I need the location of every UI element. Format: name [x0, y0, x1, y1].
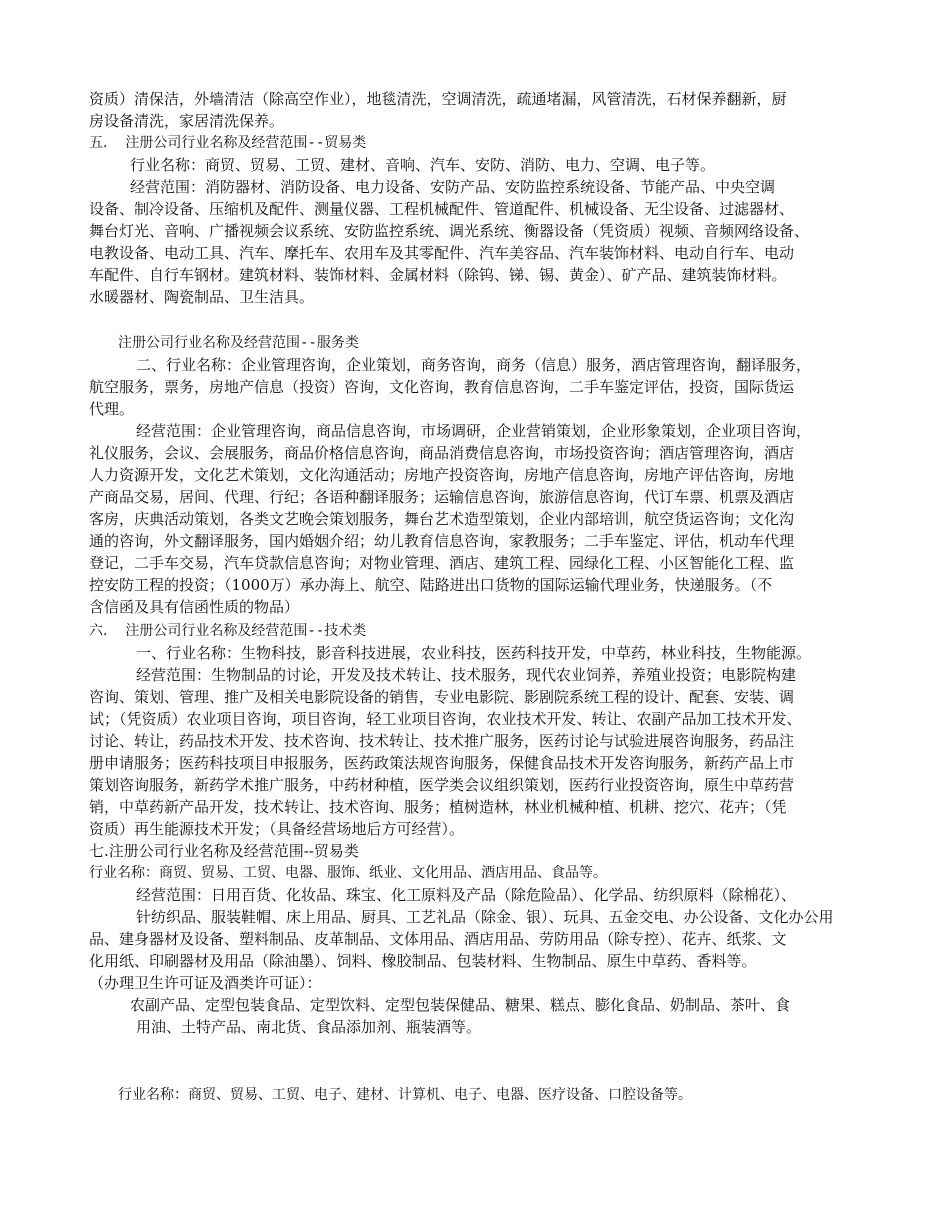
text-line: 经营范围：生物制品的讨论，开发及技术转让、技术服务，现代农业饲养，养殖业投资；电影院构建 — [136, 666, 797, 684]
section-heading: 五． 注册公司行业名称及经营范围--贸易类 — [89, 135, 367, 151]
text-line: 策划咨询服务，新药学术推广服务，中药材种植，医学类会议组织策划，医药行业投资咨询，原生中草药营 — [89, 776, 795, 794]
text-line: 品、建身器材及设备、塑料制品、皮革制品、文体用品、酒店用品、劳防用品（除专控）、花卉、纸浆、文 — [89, 930, 787, 948]
text-line: 代理。 — [89, 400, 135, 418]
text-line: 资质）清保洁，外墙清洁（除高空作业），地毯清洗，空调清洗，疏通堵漏，风管清洗，石材保养翻新，厨 — [89, 90, 787, 108]
text-line: 通的咨询，外文翻译服务，国内婚姻介绍；幼儿教育信息咨询，家教服务；二手车鉴定、评估，机动车代理 — [89, 532, 795, 550]
section-heading: 注册公司行业名称及经营范围--服务类 — [118, 335, 359, 351]
text-line: 车配件、自行车钢材。建筑材料、装饰材料、金属材料（除钨、锑、锡、黄金）、矿产品、建筑装饰材料。 — [89, 266, 787, 284]
text-line: 人力资源开发，文化艺术策划，文化沟通活动；房地产投资咨询，房地产信息咨询，房地产评估咨询，房地 — [89, 466, 795, 484]
text-line: 七.注册公司行业名称及经营范围--贸易类 — [89, 842, 359, 860]
text-line: 经营范围：消防器材、消防设备、电力设备、安防产品、安防监控系统设备、节能产品、中央空调 — [130, 178, 776, 196]
text-line: 经营范围：企业管理咨询，商品信息咨询，市场调研，企业营销策划，企业形象策划，企业项目咨询， — [136, 422, 812, 440]
text-line: 房设备清洗，家居清洗保养。 — [89, 112, 285, 130]
text-line: 航空服务，票务，房地产信息（投资）咨询，文化咨询，教育信息咨询，二手车鉴定评估，投资，国际货运 — [89, 378, 795, 396]
text-line: （办理卫生许可证及酒类许可证）： — [89, 974, 322, 992]
text-line: 销，中草药新产品开发，技术转让、技术咨询、服务；植树造林，林业机械种植、机耕、挖穴、花卉；（凭 — [89, 798, 787, 816]
text-line: 试；（凭资质）农业项目咨询，项目咨询，轻工业项目咨询，农业技术开发、转让、农副产品加工技术开发、 — [89, 710, 802, 728]
text-line: 登记，二手车交易，汽车贷款信息咨询；对物业管理、酒店、建筑工程、园绿化工程、小区智能化工程、监 — [89, 554, 795, 572]
section-heading: 行业名称：商贸、贸易、工贸、电器、服饰、纸业、文化用品、酒店用品、食品等。 — [89, 865, 607, 881]
text-line: 含信函及具有信函性质的物品） — [89, 598, 300, 616]
section-heading: 行业名称：商贸、贸易、工贸、电子、建材、计算机、电子、电器、医疗设备、口腔设备等。 — [118, 1087, 692, 1103]
text-line: 农副产品、定型包装食品、定型饮料、定型包装保健品、糖果、糕点、膨化食品、奶制品、茶叶、食 — [130, 996, 791, 1014]
text-line: 设备、制冷设备、压缩机及配件、测量仪器、工程机械配件、管道配件、机械设备、无尘设备、过滤器材、 — [89, 200, 795, 218]
text-line: 礼仪服务，会议、会展服务，商品价格信息咨询，商品消费信息咨询，市场投资咨询；酒店管理咨询，酒店 — [89, 444, 795, 462]
text-line: 一、行业名称：生物科技，影音科技进展，农业科技，医药科技开发，中草药，林业科技，生物能源。 — [136, 644, 812, 662]
text-line: 化用纸、印刷器材及用品（除油墨）、饲料、橡胶制品、包装材料、生物制品、原生中草药、香料等。 — [89, 952, 757, 970]
text-line: 水暖器材、陶瓷制品、卫生洁具。 — [89, 288, 315, 306]
text-line: 咨询、策划、管理、推广及相关电影院设备的销售，专业电影院、影剧院系统工程的设计、配套、安装、调 — [89, 688, 795, 706]
text-line: 控安防工程的投资；（1000万）承办海上、航空、陆路进出口货物的国际运输代理业务，快递服务。（不 — [89, 576, 773, 594]
text-line: 用油、土特产品、南北货、食品添加剂、瓶装酒等。 — [136, 1018, 482, 1036]
text-line: 产商品交易，居间、代理、行纪；各语种翻译服务；运输信息咨询，旅游信息咨询，代订车票、机票及酒店 — [89, 488, 795, 506]
text-line: 客房，庆典活动策划，各类文艺晚会策划服务，舞台艺术造型策划，企业内部培训，航空货运咨询；文化沟 — [89, 510, 795, 528]
section-heading: 六． 注册公司行业名称及经营范围--技术类 — [89, 623, 367, 639]
text-line: 二、行业名称：企业管理咨询，企业策划，商务咨询，商务（信息）服务，酒店管理咨询，翻译服务， — [136, 356, 812, 374]
text-line: 电教设备、电动工具、汽车、摩托车、农用车及其零配件、汽车美容品、汽车装饰材料、电动自行车、电动 — [89, 244, 795, 262]
text-line — [89, 1038, 879, 1060]
text-line: 讨论、转让，药品技术开发、技术咨询、技术转让、技术推广服务，医药讨论与试验进展咨询服务，药品注 — [89, 732, 795, 750]
text-line: 经营范围：日用百货、化妆品、珠宝、化工原料及产品（除危险品）、化学品、纺织原料（除棉花）、 — [136, 886, 797, 904]
text-line — [136, 1106, 926, 1128]
text-line: 册申请服务；医药科技项目申报服务，医药政策法规咨询服务，保健食品技术开发咨询服务，新药产品上市 — [89, 754, 795, 772]
text-line: 行业名称：商贸、贸易、工贸、建材、音响、汽车、安防、消防、电力、空调、电子等。 — [130, 156, 716, 174]
text-line: 资质）再生能源技术开发；（具备经营场地后方可经营）。 — [89, 820, 465, 838]
text-line: 针纺织品、服装鞋帽、床上用品、厨具、工艺礼品（除金、银）、玩具、五金交电、办公设备、文化办公用 — [136, 908, 834, 926]
text-line: 舞台灯光、音响、广播视频会议系统、安防监控系统、调光系统、衡器设备（凭资质）视频、音频网络设备、 — [89, 222, 810, 240]
